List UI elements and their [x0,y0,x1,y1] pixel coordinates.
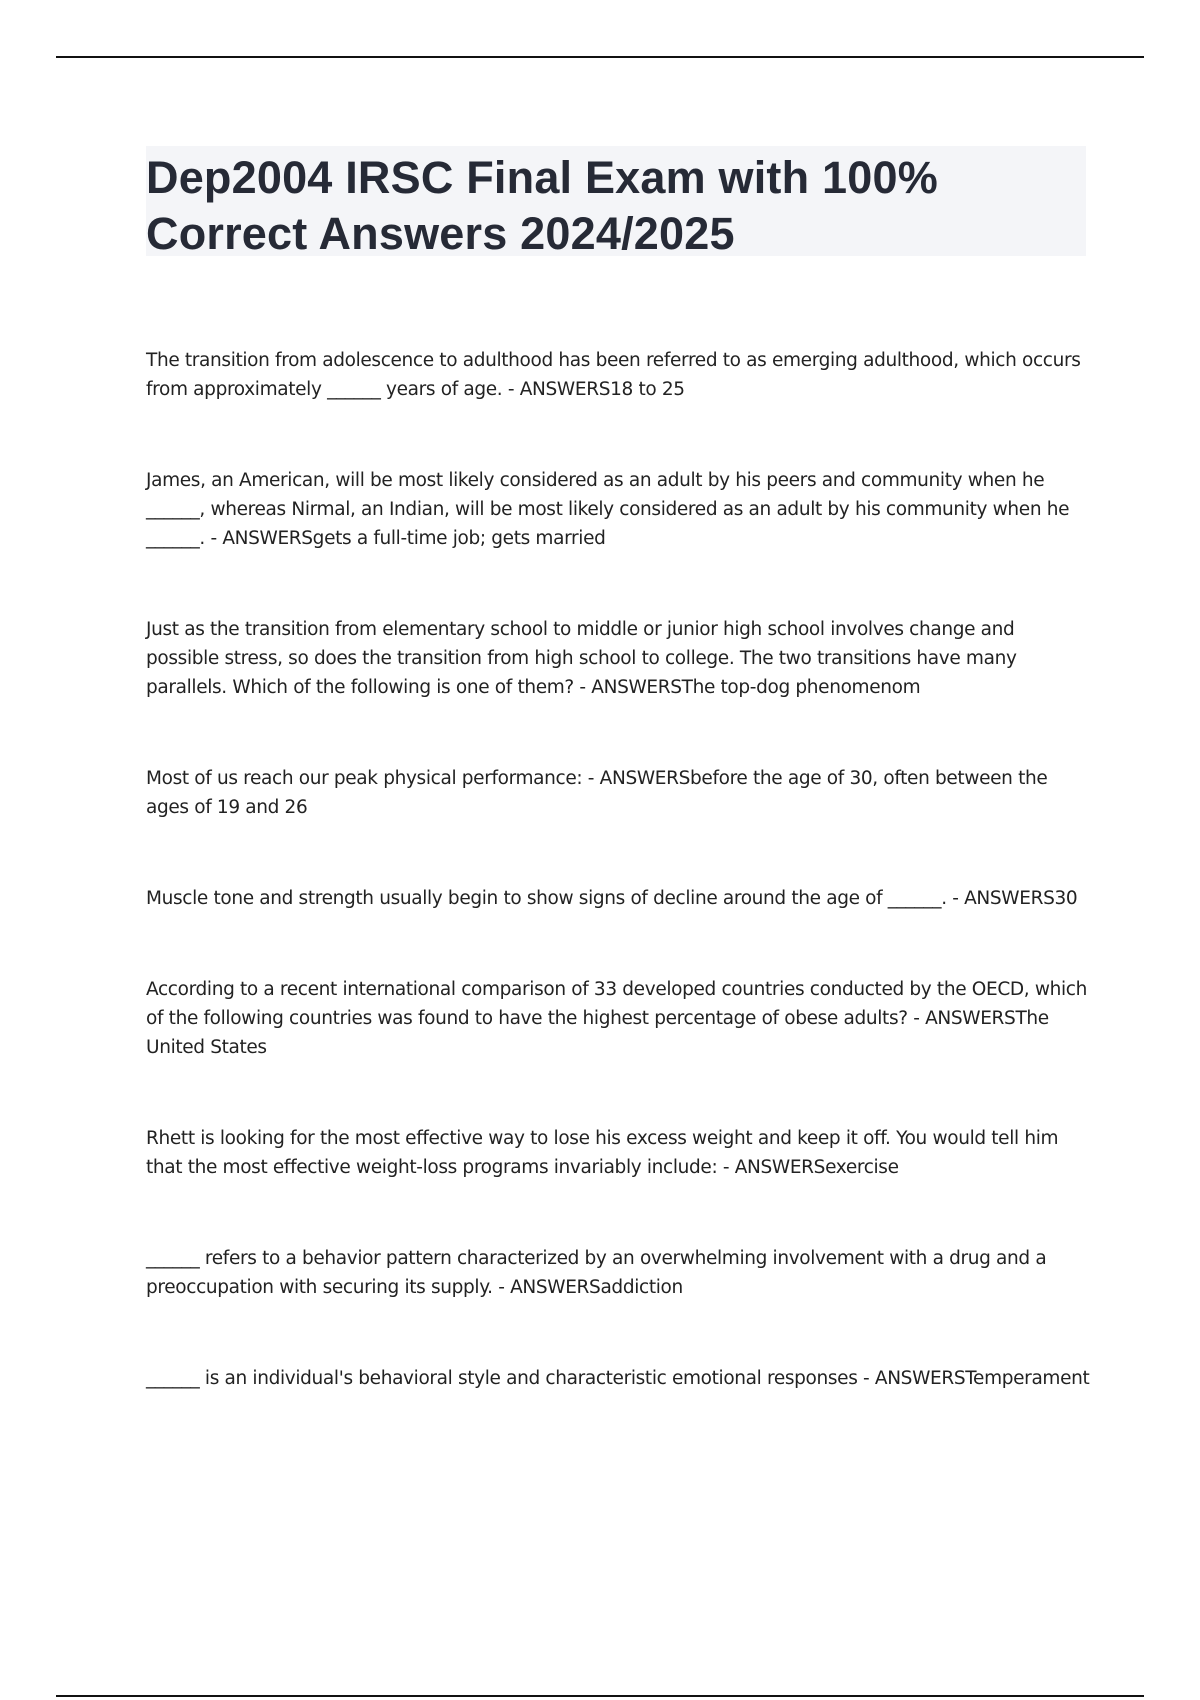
qa-item-2: James, an American, will be most likely considered as an adult by his peers and community when he ______, whereas Nirmal, an Indian, will be most likely considered as an adult by his community when he ______. - ANSWERSgets a full-time job; gets married [146,470,1070,549]
qa-item-1: The transition from adolescence to adulthood has been referred to as emerging adulthood, which occurs from approximately ______ years of age. - ANSWERS18 to 25 [146,350,1081,400]
title-banner [146,146,1086,259]
qa-item-9: ______ is an individual's behavioral style and characteristic emotional responses - ANSWERSTemperament [146,1368,1090,1389]
qa-item-6: According to a recent international comparison of 33 developed countries conducted by the OECD, which of the following countries was found to have the highest percentage of obese adults? - ANSWERSThe United States [146,979,1087,1058]
qa-item-7: Rhett is looking for the most effective way to lose his excess weight and keep it off. You would tell him that the most effective weight-loss programs invariably include: - ANSWERSexercise [146,1128,1059,1178]
top-divider [56,56,1144,58]
qa-item-8: ______ refers to a behavior pattern characterized by an overwhelming involvement with a drug and a preoccupation with securing its supply. - ANSWERSaddiction [146,1248,1047,1298]
qa-item-5: Muscle tone and strength usually begin to show signs of decline around the age of ______. - ANSWERS30 [146,888,1078,909]
qa-list [146,346,1091,1393]
document-title: Dep2004 IRSC Final Exam with 100% Correct Answers 2024/2025 [146,152,938,259]
qa-item-4: Most of us reach our peak physical performance: - ANSWERSbefore the age of 30, often between the ages of 19 and 26 [146,768,1048,818]
bottom-divider [56,1695,1144,1697]
qa-item-3: Just as the transition from elementary school to middle or junior high school involves change and possible stress, so does the transition from high school to college. The two transitions have many parallels. Which of the following is one of them? - ANSWERSThe top-dog phenomenom [146,619,1017,698]
